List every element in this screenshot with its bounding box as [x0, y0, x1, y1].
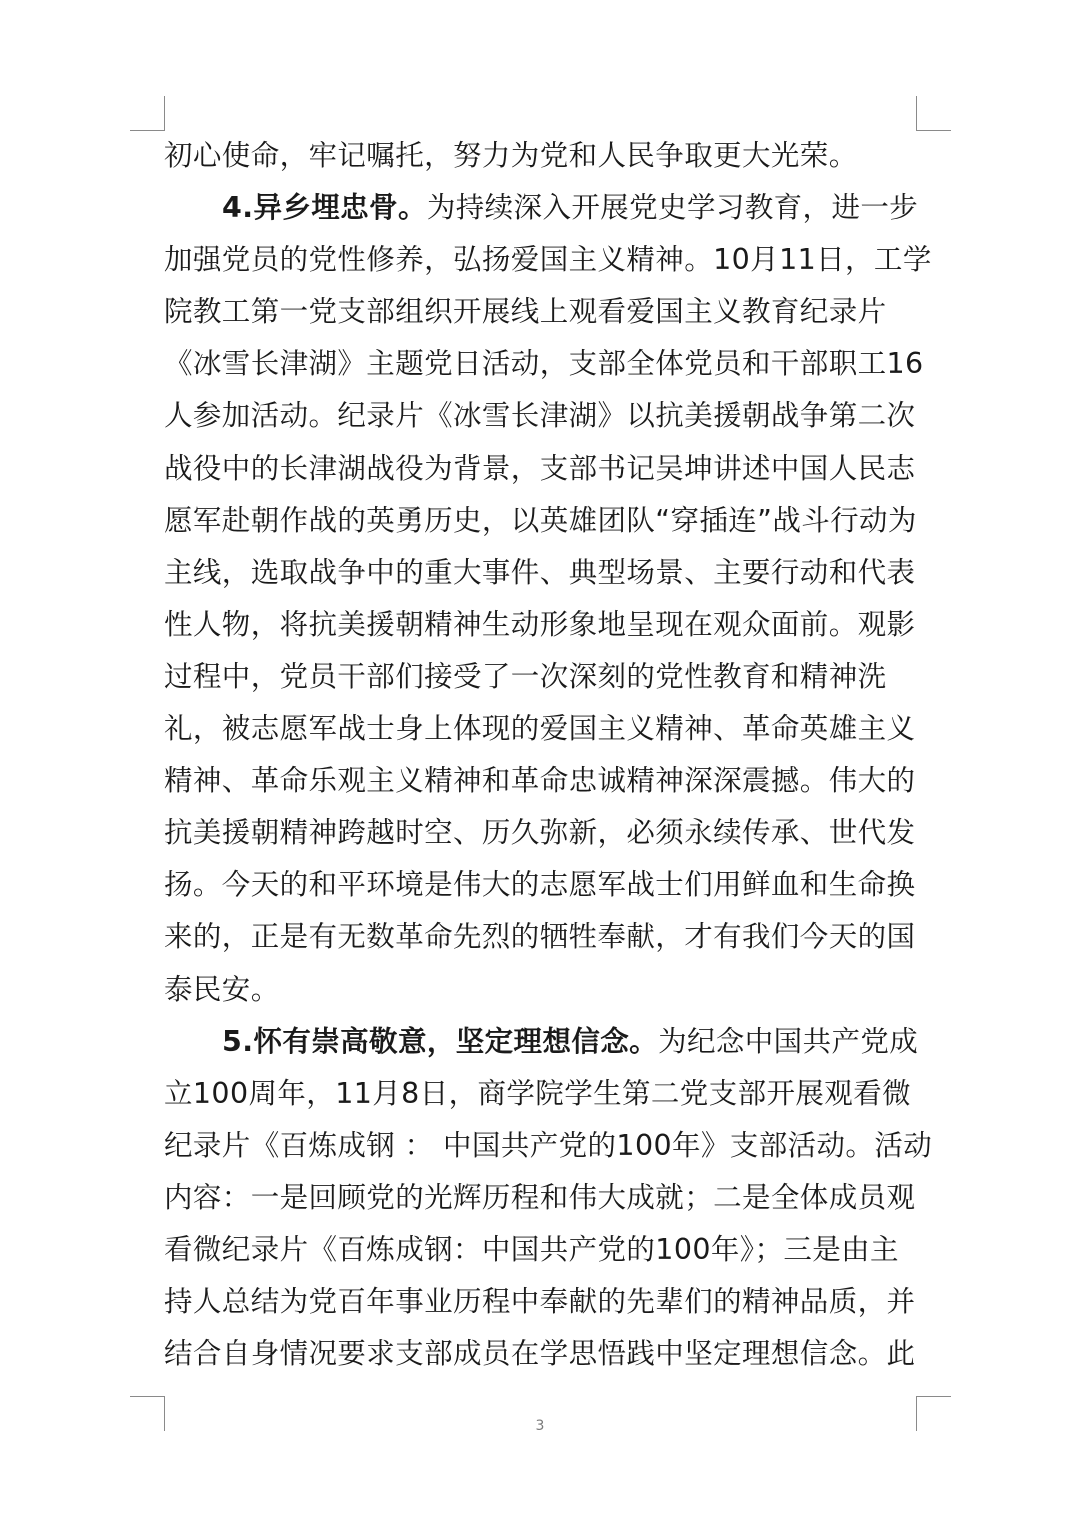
text-line: 过程中，党员干部们接受了一次深刻的党性教育和精神洗 — [164, 659, 887, 693]
document-body — [164, 130, 933, 1380]
text-line: 性人物，将抗美援朝精神生动形象地呈现在观众面前。观影 — [164, 607, 916, 641]
text-line: 抗美援朝精神跨越时空、历久弥新，必须永续传承、世代发 — [164, 816, 916, 850]
text-run: 为纪念中国共产党成 — [658, 1024, 919, 1058]
crop-mark-top-left — [130, 96, 165, 131]
text-line: 看微纪录片《百炼成钢：中国共产党的100年》；三是由主 — [164, 1232, 899, 1266]
text-line: 扬。今天的和平环境是伟大的志愿军战士们用鲜血和生命换 — [164, 868, 916, 902]
text-line: 精神、革命乐观主义精神和革命忠诚精神深深震撼。伟大的 — [164, 764, 916, 798]
text-run: 为持续深入开展党史学习教育，进一步 — [426, 191, 919, 225]
text-line: 加强党员的党性修养，弘扬爱国主义精神。10月11日，工学 — [164, 243, 932, 277]
section-heading: 5.怀有崇高敬意，坚定理想信念。 — [222, 1024, 659, 1058]
text-line: 主线，选取战争中的重大事件、典型场景、主要行动和代表 — [164, 555, 916, 589]
text-line: 战役中的长津湖战役为背景，支部书记吴坤讲述中国人民志 — [164, 451, 916, 485]
page-number: 3 — [535, 1418, 545, 1434]
crop-mark-top-right — [916, 96, 951, 131]
text-line: 内容：一是回顾党的光辉历程和伟大成就；二是全体成员观 — [164, 1180, 916, 1214]
text-line: 《冰雪长津湖》主题党日活动，支部全体党员和干部职工16 — [164, 347, 924, 381]
text-line: 初心使命，牢记嘱托，努力为党和人民争取更大光荣。 — [164, 139, 858, 172]
text-line: 院教工第一党支部组织开展线上观看爱国主义教育纪录片 — [164, 295, 887, 329]
text-line: 愿军赴朝作战的英勇历史，以英雄团队“穿插连”战斗行动为 — [164, 503, 917, 537]
paragraph-start-line — [164, 1016, 919, 1068]
text-line: 纪录片《百炼成钢 ： 中国共产党的100年》支部活动。活动 — [164, 1128, 933, 1162]
section-heading: 4.异乡埋忠骨。 — [222, 191, 427, 225]
text-line: 人参加活动。纪录片《冰雪长津湖》以抗美援朝战争第二次 — [164, 399, 916, 433]
text-line: 立100周年，11月8日，商学院学生第二党支部开展观看微 — [164, 1076, 911, 1110]
text-line: 来的，正是有无数革命先烈的牺牲奉献，才有我们今天的国 — [164, 920, 916, 954]
paragraph-start-line — [164, 182, 919, 234]
text-line: 泰民安。 — [164, 972, 280, 1006]
text-line: 结合自身情况要求支部成员在学思悟践中坚定理想信念。此 — [164, 1337, 916, 1371]
text-line: 礼，被志愿军战士身上体现的爱国主义精神、革命英雄主义 — [164, 712, 916, 746]
text-line: 持人总结为党百年事业历程中奉献的先辈们的精神品质，并 — [164, 1285, 916, 1319]
